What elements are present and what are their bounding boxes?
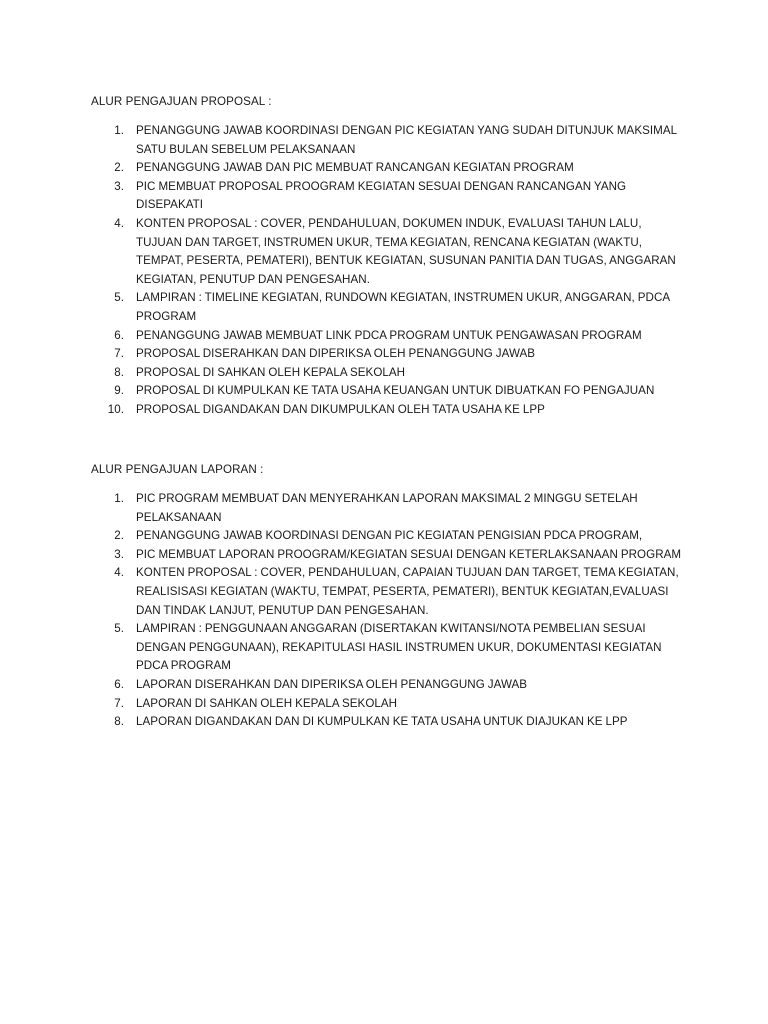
list-item-number: 1.	[114, 124, 124, 137]
list-item	[100, 564, 690, 620]
list-item	[100, 401, 690, 420]
list-item-number: 1.	[114, 492, 124, 505]
list-item	[100, 676, 690, 695]
list-item-number: 3.	[114, 179, 124, 193]
list-item	[100, 490, 690, 527]
list-item-text: LAPORAN DIGANDAKAN DAN DI KUMPULKAN KE TATA USAHA UNTUK DIAJUKAN KE LPP	[136, 715, 628, 729]
laporan-steps-list	[100, 490, 690, 732]
list-item	[100, 364, 690, 383]
list-item-text: PROPOSAL DIGANDAKAN DAN DIKUMPULKAN OLEH TATA USAHA KE LPP	[136, 402, 545, 416]
list-item-text: PENANGGUNG JAWAB KOORDINASI DENGAN PIC KEGIATAN YANG SUDAH DITUNJUK MAKSIMAL SATU BULAN SEBELUM PELAKSANAAN	[136, 124, 677, 156]
list-item-text: PROPOSAL DI SAHKAN OLEH KEPALA SEKOLAH	[136, 365, 406, 379]
list-item	[100, 620, 690, 676]
list-item-text: PIC MEMBUAT PROPOSAL PROOGRAM KEGIATAN SESUAI DENGAN RANCANGAN YANG DISEPAKATI	[136, 179, 627, 212]
list-item-number: 10.	[107, 402, 124, 416]
list-item-number: 3.	[114, 547, 124, 561]
list-item	[100, 546, 690, 565]
list-item-text: KONTEN PROPOSAL : COVER, PENDAHULUAN, CAPAIAN TUJUAN DAN TARGET, TEMA KEGIATAN, REALISISASI KEGIATAN (WAKTU, TEMPAT, PESERTA, PEMATERI), BENTUK KEGIATAN,EVALUASI DAN TINDAK LANJUT, PENUTUP DAN PENGESAHAN.	[136, 566, 679, 617]
list-item-number: 2.	[114, 161, 124, 175]
list-item	[100, 527, 690, 546]
laporan-section-title: ALUR PENGAJUAN LAPORAN :	[91, 463, 264, 476]
list-item	[100, 382, 690, 401]
list-item-number: 6.	[114, 677, 124, 691]
list-item	[100, 178, 690, 215]
list-item-text: PIC MEMBUAT LAPORAN PROOGRAM/KEGIATAN SESUAI DENGAN KETERLAKSANAAN PROGRAM	[136, 547, 682, 561]
list-item-text: PIC PROGRAM MEMBUAT DAN MENYERAHKAN LAPORAN MAKSIMAL 2 MINGGU SETELAH PELAKSANAAN	[136, 492, 638, 524]
list-item-number: 7.	[114, 347, 124, 361]
list-item	[100, 327, 690, 346]
list-item-text: PROPOSAL DI KUMPULKAN KE TATA USAHA KEUANGAN UNTUK DIBUATKAN FO PENGAJUAN	[136, 384, 655, 398]
list-item	[100, 215, 690, 289]
list-item-number: 4.	[114, 566, 124, 580]
list-item	[100, 159, 690, 178]
list-item	[100, 345, 690, 364]
list-item-text: LAMPIRAN : PENGGUNAAN ANGGARAN (DISERTAKAN KWITANSI/NOTA PEMBELIAN SESUAI DENGAN PENGGUNAAN), REKAPITULASI HASIL INSTRUMEN UKUR, DOKUMENTASI KEGIATAN PDCA PROGRAM	[136, 622, 662, 673]
list-item-text: PENANGGUNG JAWAB KOORDINASI DENGAN PIC KEGIATAN PENGISIAN PDCA PROGRAM,	[136, 529, 643, 543]
list-item-number: 5.	[114, 622, 124, 636]
proposal-section-title: ALUR PENGAJUAN PROPOSAL :	[91, 95, 272, 108]
list-item-text: LAPORAN DISERAHKAN DAN DIPERIKSA OLEH PENANGGUNG JAWAB	[136, 677, 528, 691]
list-item-text: LAMPIRAN : TIMELINE KEGIATAN, RUNDOWN KEGIATAN, INSTRUMEN UKUR, ANGGARAN, PDCA PROGRAM	[136, 291, 670, 323]
list-item	[100, 289, 690, 326]
list-item	[100, 122, 690, 159]
list-item-text: KONTEN PROPOSAL : COVER, PENDAHULUAN, DOKUMEN INDUK, EVALUASI TAHUN LALU, TUJUAN DAN TARGET, INSTRUMEN UKUR, TEMA KEGIATAN, RENCANA KEGIATAN (WAKTU, TEMPAT, PESERTA, PEMATERI), BENTUK KEGIATAN, SUSUNAN PANITIA DAN TUGAS, ANGGARAN KEGIATAN, PENUTUP DAN PENGESAHAN.	[136, 216, 676, 286]
list-item-text: LAPORAN DI SAHKAN OLEH KEPALA SEKOLAH	[136, 696, 398, 710]
list-item-text: PENANGGUNG JAWAB DAN PIC MEMBUAT RANCANGAN KEGIATAN PROGRAM	[136, 161, 574, 175]
list-item	[100, 695, 690, 714]
list-item-number: 4.	[114, 216, 124, 230]
list-item-number: 9.	[114, 384, 124, 398]
list-item-number: 2.	[114, 529, 124, 543]
list-item-number: 7.	[114, 696, 124, 710]
list-item-text: PENANGGUNG JAWAB MEMBUAT LINK PDCA PROGRAM UNTUK PENGAWASAN PROGRAM	[136, 328, 642, 342]
list-item-text: PROPOSAL DISERAHKAN DAN DIPERIKSA OLEH PENANGGUNG JAWAB	[136, 347, 536, 361]
list-item-number: 8.	[114, 715, 124, 729]
list-item	[100, 713, 690, 732]
proposal-steps-list	[100, 122, 690, 420]
list-item-number: 8.	[114, 365, 124, 379]
list-item-number: 5.	[114, 291, 124, 305]
list-item-number: 6.	[114, 328, 124, 342]
